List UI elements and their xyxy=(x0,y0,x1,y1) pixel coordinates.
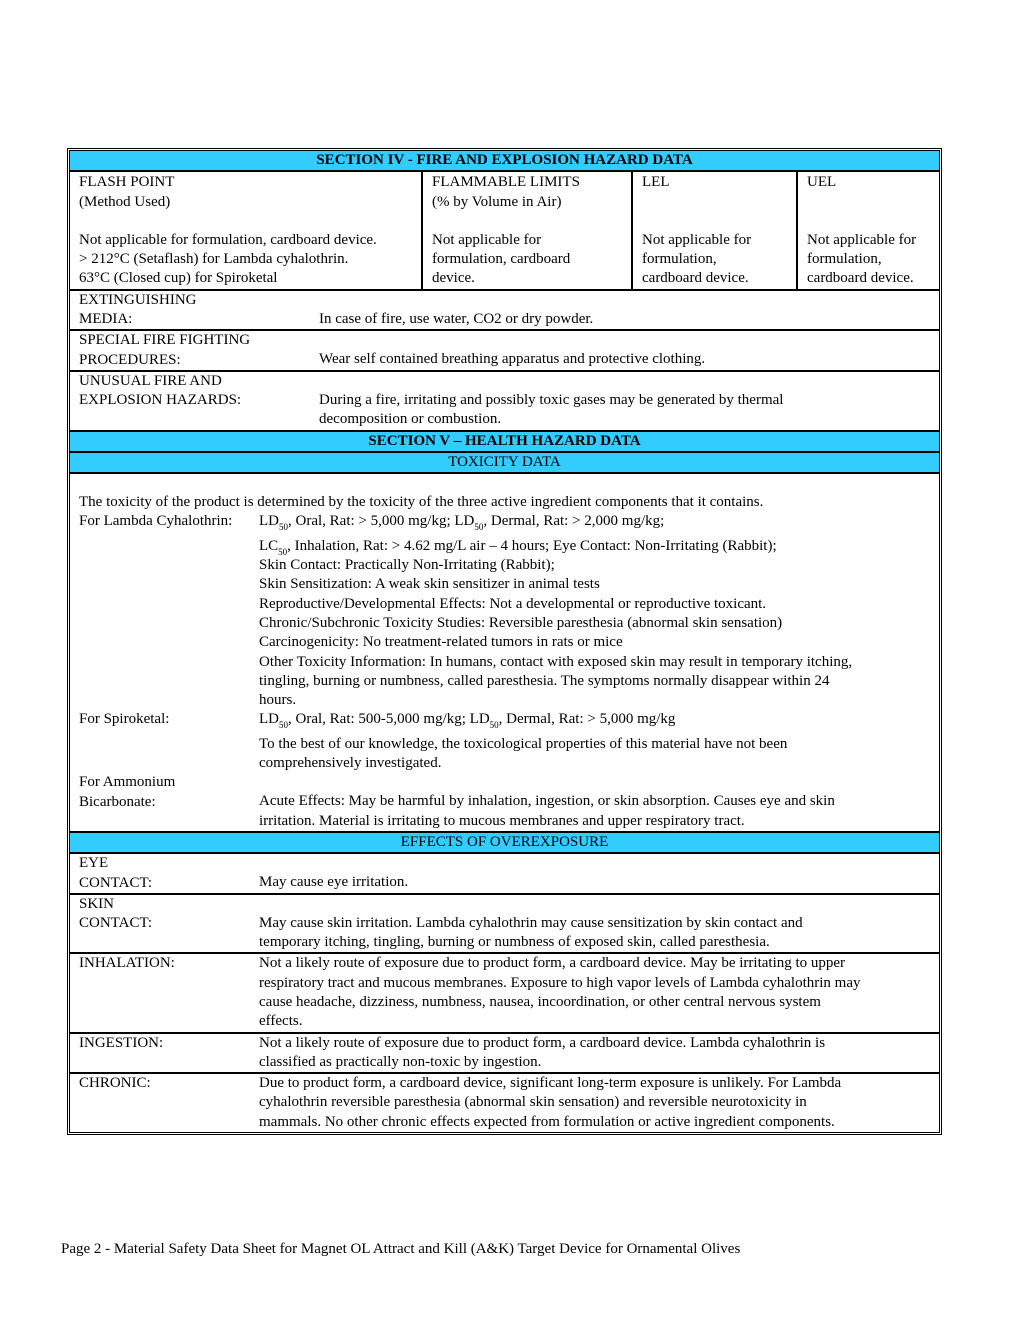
eye-label: EYE xyxy=(79,855,109,872)
flash-point-value: > 212°C (Setaflash) for Lambda cyhalothrin. xyxy=(79,251,349,268)
lambda-line: Reproductive/Developmental Effects: Not a developmental or reproductive toxicant. xyxy=(259,595,767,612)
spiroketal-ld50-line: $LD_{50}$, Oral, Rat: 500-5,000 mg/kg; $LD_{50}$, Dermal, Rat: > 5,000 mg/kg xyxy=(259,711,676,731)
spiroketal-line: comprehensively investigated. xyxy=(259,755,442,772)
toxicity-data-row xyxy=(70,472,939,831)
ingestion-label: INGESTION: xyxy=(79,1034,164,1051)
msds-table xyxy=(67,148,942,1135)
ammonium-line: Acute Effects: May be harmful by inhalation, ingestion, or skin absorption. Causes eye and skin xyxy=(259,793,835,810)
unusual-fire-value: During a fire, irritating and possibly toxic gases may be generated by thermal xyxy=(319,391,784,408)
toxicity-intro: The toxicity of the product is determined by the toxicity of the three active ingredient components that it contains. xyxy=(79,494,764,511)
lambda-block xyxy=(70,512,939,710)
inhalation-value: effects. xyxy=(259,1013,303,1030)
unusual-fire-value: decomposition or combustion. xyxy=(319,411,502,428)
eye-contact-value: May cause eye irritation. xyxy=(259,874,409,891)
media-label: MEDIA: xyxy=(79,311,133,328)
extinguishing-media-value: In case of fire, use water, CO2 or dry powder. xyxy=(319,310,594,327)
eye-contact-row xyxy=(70,852,939,893)
ammonium-block xyxy=(70,773,939,831)
uel-value: cardboard device. xyxy=(807,270,914,287)
spiroketal-block xyxy=(70,710,939,773)
toxicity-data-title: TOXICITY DATA xyxy=(448,453,561,470)
special-fire-fighting-row xyxy=(70,329,939,370)
chronic-value: mammals. No other chronic effects expected from formulation or active ingredient components. xyxy=(259,1113,835,1130)
flammable-limits-value: device. xyxy=(432,270,475,287)
spiroketal-line: To the best of our knowledge, the toxicological properties of this material have not been xyxy=(259,735,788,752)
inhalation-value: cause headache, dizziness, numbness, nausea, incoordination, or other central nervous system xyxy=(259,993,821,1010)
ingestion-row xyxy=(70,1032,939,1073)
chronic-row xyxy=(70,1072,939,1132)
lambda-label: For Lambda Cyhalothrin: xyxy=(79,513,233,530)
lambda-line: Skin Sensitization: A weak skin sensitizer in animal tests xyxy=(259,576,600,593)
lambda-line: tingling, burning or numbness, called paresthesia. The symptoms normally disappear within 24 xyxy=(259,672,830,689)
toxicity-data-header xyxy=(70,451,939,472)
lambda-line: Other Toxicity Information: In humans, contact with exposed skin may result in temporary itching, xyxy=(259,653,853,670)
skin-contact-row xyxy=(70,893,939,953)
special-fire-fighting-label: SPECIAL FIRE FIGHTING xyxy=(79,332,251,349)
uel-value: formulation, xyxy=(807,250,882,267)
procedures-label: PROCEDURES: xyxy=(79,351,181,368)
special-fire-fighting-value: Wear self contained breathing apparatus and protective clothing. xyxy=(319,351,706,368)
effects-overexposure-title: EFFECTS OF OVEREXPOSURE xyxy=(400,833,609,850)
bicarbonate-label: Bicarbonate: xyxy=(79,793,156,810)
lambda-line: Skin Contact: Practically Non-Irritating (Rabbit); xyxy=(259,557,555,574)
inhalation-value: respiratory tract and mucous membranes. Exposure to high vapor levels of Lambda cyhalothrin may xyxy=(259,974,861,991)
lambda-line: hours. xyxy=(259,692,297,709)
ammonium-line: irritation. Material is irritating to mucous membranes and upper respiratory tract. xyxy=(259,812,745,829)
chronic-value: cyhalothrin reversible paresthesia (abnormal skin sensation) and reversible neurotoxicity in xyxy=(259,1094,807,1111)
lel-cell xyxy=(631,172,796,288)
flash-point-row xyxy=(70,170,939,288)
chronic-label: CHRONIC: xyxy=(79,1075,151,1092)
page-footer: Page 2 - Material Safety Data Sheet for Magnet OL Attract and Kill (A&K) Target Device for Ornamental Olives xyxy=(61,1241,741,1257)
skin-contact-value: temporary itching, tingling, burning or numbness of exposed skin, called paresthesia. xyxy=(259,934,770,951)
ingestion-value: classified as practically non-toxic by ingestion. xyxy=(259,1053,542,1070)
effects-overexposure-header xyxy=(70,831,939,852)
flash-point-value: 63°C (Closed cup) for Spiroketal xyxy=(79,270,278,287)
extinguishing-label: EXTINGUISHING xyxy=(79,291,197,308)
lambda-lc50-line: $LC_{50}$, Inhalation, Rat: > 4.62 mg/L air – 4 hours; Eye Contact: Non-Irritating (Rabbit); xyxy=(259,537,777,557)
method-used-label: (Method Used) xyxy=(79,193,171,210)
lel-label: LEL xyxy=(642,174,670,191)
uel-label: UEL xyxy=(807,174,837,191)
unusual-fire-label: UNUSUAL FIRE AND xyxy=(79,372,222,389)
lel-value: cardboard device. xyxy=(642,270,749,287)
flash-point-cell xyxy=(70,172,421,288)
section-v-title: SECTION V – HEALTH HAZARD DATA xyxy=(368,432,641,449)
ingestion-value: Not a likely route of exposure due to product form, a cardboard device. Lambda cyhalothrin is xyxy=(259,1034,826,1051)
flammable-limits-cell xyxy=(421,172,631,288)
skin-label: SKIN xyxy=(79,895,115,912)
flash-point-label: FLASH POINT xyxy=(79,174,175,191)
lambda-ld50-line: $LD_{50}$, Oral, Rat: > 5,000 mg/kg; $LD_{50}$, Dermal, Rat: > 2,000 mg/kg; xyxy=(259,513,665,533)
section-v-header xyxy=(70,430,939,451)
inhalation-label: INHALATION: xyxy=(79,955,175,972)
unusual-fire-row xyxy=(70,370,939,430)
inhalation-row xyxy=(70,952,939,1031)
lel-value: formulation, xyxy=(642,250,717,267)
uel-value: Not applicable for xyxy=(807,231,917,248)
extinguishing-media-row xyxy=(70,289,939,330)
section-iv-header xyxy=(70,151,939,170)
flammable-limits-label: FLAMMABLE LIMITS xyxy=(432,174,580,191)
uel-cell xyxy=(796,172,939,288)
skin-contact-value: May cause skin irritation. Lambda cyhalothrin may cause sensitization by skin contact and xyxy=(259,914,803,931)
ammonium-label: For Ammonium xyxy=(79,774,176,791)
contact-label: CONTACT: xyxy=(79,874,153,891)
explosion-hazards-label: EXPLOSION HAZARDS: xyxy=(79,392,242,409)
lel-value: Not applicable for xyxy=(642,231,752,248)
lambda-line: Chronic/Subchronic Toxicity Studies: Reversible paresthesia (abnormal skin sensation) xyxy=(259,614,783,631)
inhalation-value: Not a likely route of exposure due to product form, a cardboard device. May be irritating to upper xyxy=(259,955,846,972)
lambda-line: Carcinogenicity: No treatment-related tumors in rats or mice xyxy=(259,634,623,651)
contact-label: CONTACT: xyxy=(79,915,153,932)
section-iv-title: SECTION IV - FIRE AND EXPLOSION HAZARD DATA xyxy=(316,152,693,168)
spiroketal-label: For Spiroketal: xyxy=(79,711,170,728)
flammable-limits-value: formulation, cardboard xyxy=(432,251,571,268)
flammable-limits-sublabel: (% by Volume in Air) xyxy=(432,193,562,210)
flammable-limits-value: Not applicable for xyxy=(432,231,542,248)
chronic-value: Due to product form, a cardboard device, significant long-term exposure is unlikely. For Lambda xyxy=(259,1075,842,1092)
flash-point-value: Not applicable for formulation, cardboard device. xyxy=(79,231,377,248)
